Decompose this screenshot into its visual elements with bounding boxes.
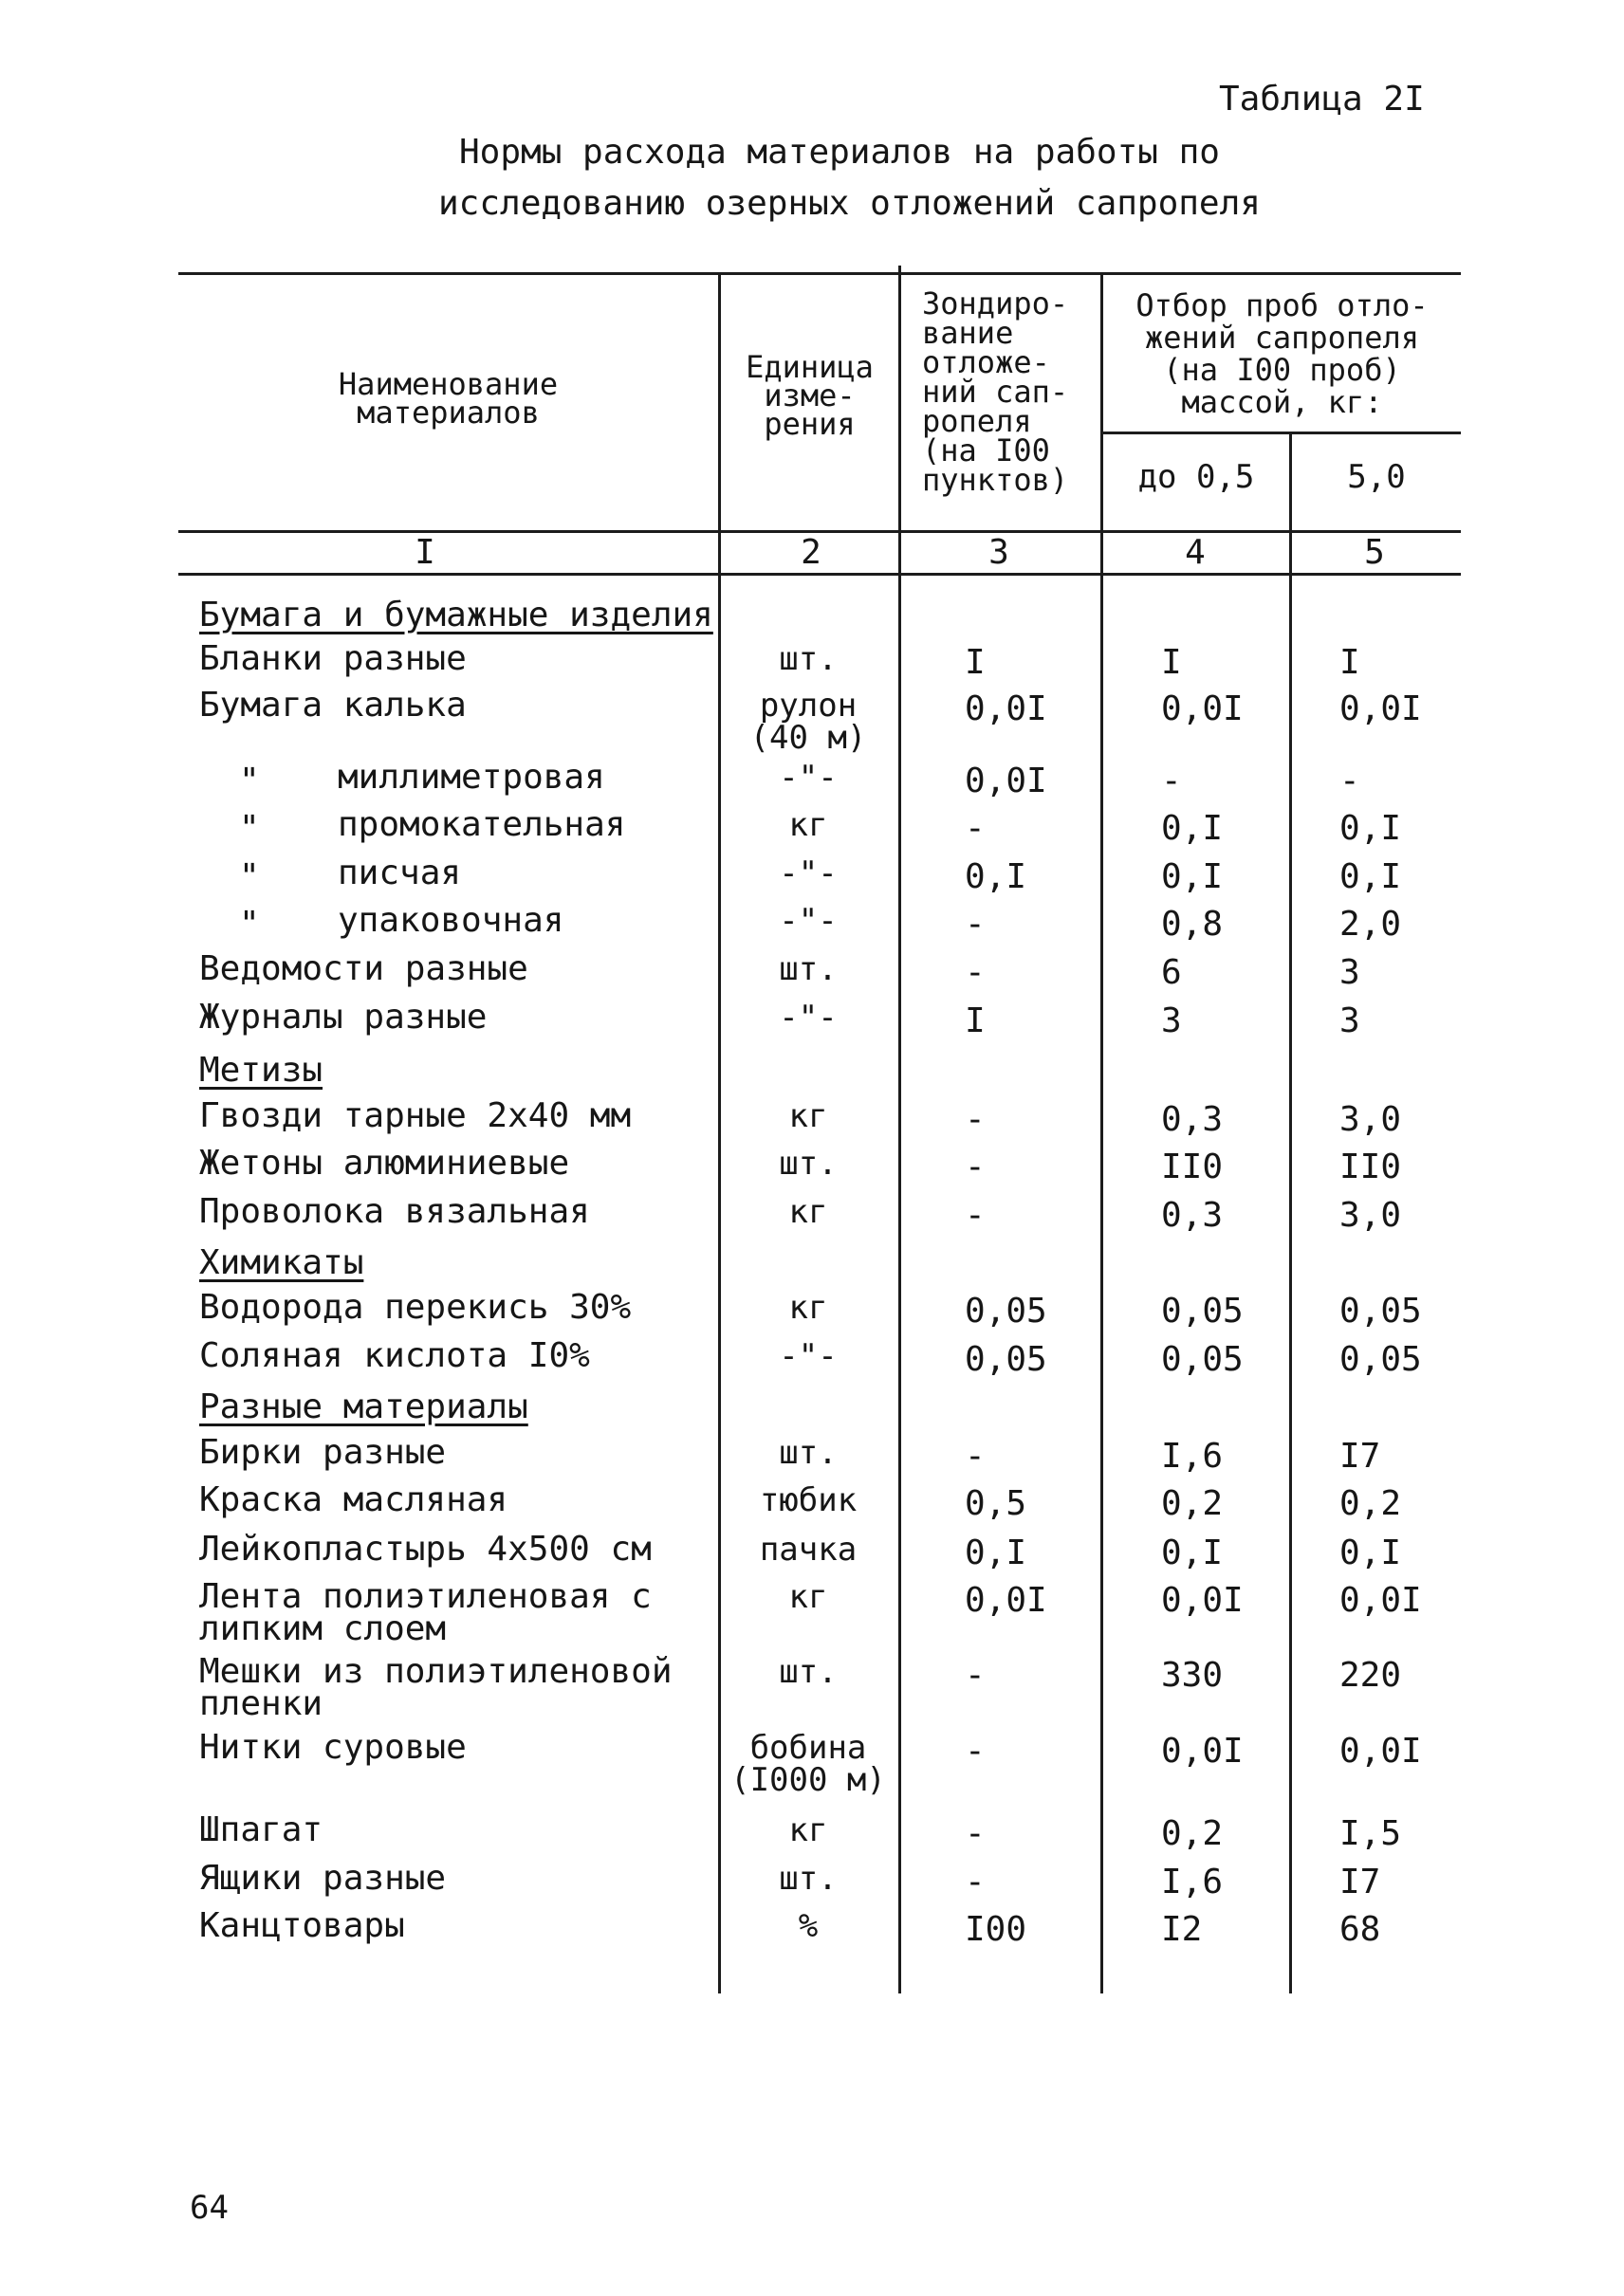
sample-5-0-value: 220 xyxy=(1339,1656,1402,1695)
sample-5-0-value: - xyxy=(1339,762,1360,800)
sample-5-0-value: 68 xyxy=(1339,1910,1381,1949)
header-line: материалов xyxy=(357,395,540,431)
unit-cell: -"- xyxy=(779,999,838,1037)
sample-upto-0-5-value: 0,05 xyxy=(1161,1292,1244,1331)
sample-upto-0-5-value: 6 xyxy=(1161,953,1182,992)
sample-upto-0-5-value: I,6 xyxy=(1161,1863,1224,1901)
group-header-rule xyxy=(1102,432,1461,434)
sample-upto-0-5-value: I2 xyxy=(1161,1910,1203,1949)
material-name: Журналы разные xyxy=(199,998,488,1037)
sample-upto-0-5-value: 0,05 xyxy=(1161,1340,1244,1379)
header-line: жений сапропеля xyxy=(1145,320,1419,356)
unit-cell: шт. xyxy=(779,1653,838,1691)
header-line: (на I00 проб) xyxy=(1163,352,1401,388)
material-name: Бирки разные xyxy=(199,1433,447,1472)
sounding-value: - xyxy=(965,809,986,848)
unit-cell: -"- xyxy=(779,759,838,797)
material-name-continued: пленки xyxy=(199,1684,323,1723)
sample-5-0-value: 0,05 xyxy=(1339,1340,1422,1379)
sample-5-0-value: 0,I xyxy=(1339,809,1402,848)
material-name: Мешки из полиэтиленовой xyxy=(199,1652,673,1691)
unit-cell: -"- xyxy=(779,902,838,940)
sounding-value: 0,05 xyxy=(965,1292,1047,1331)
sounding-value: - xyxy=(965,1100,986,1139)
unit-cell: рулон xyxy=(759,687,858,725)
column-number-2: 2 xyxy=(801,533,821,572)
header-line: Отбор проб отло- xyxy=(1135,287,1429,323)
sounding-value: - xyxy=(965,1437,986,1476)
column-divider-1 xyxy=(718,272,721,1993)
sample-upto-0-5-value: 330 xyxy=(1161,1656,1224,1695)
sample-upto-0-5-value: - xyxy=(1161,762,1182,800)
unit-cell: кг xyxy=(788,1193,828,1231)
header-mass-5-0: 5,0 xyxy=(1347,458,1406,496)
material-name: Проволока вязальная xyxy=(199,1192,590,1231)
header-line: массой, кг: xyxy=(1181,384,1383,420)
material-name: Лента полиэтиленовая с xyxy=(199,1577,652,1616)
sample-5-0-value: 3,0 xyxy=(1339,1196,1402,1235)
sounding-value: - xyxy=(965,1148,986,1186)
sounding-value: - xyxy=(965,1196,986,1235)
sample-5-0-value: 0,0I xyxy=(1339,689,1422,728)
section-heading: Химикаты xyxy=(199,1243,364,1282)
sample-5-0-value: 3 xyxy=(1339,1001,1360,1040)
unit-cell-continued: (I000 м) xyxy=(730,1761,886,1799)
ditto-mark: " xyxy=(239,809,260,848)
table-top-rule xyxy=(178,272,1461,275)
column-divider-3 xyxy=(1100,272,1103,1993)
header-line: изме- xyxy=(764,377,856,413)
unit-cell: -"- xyxy=(779,1337,838,1375)
sample-upto-0-5-value: 0,3 xyxy=(1161,1196,1224,1235)
section-heading: Метизы xyxy=(199,1051,323,1090)
header-unit xyxy=(721,349,898,442)
header-mass-upto-0-5: до 0,5 xyxy=(1137,458,1255,496)
header-sampling-group xyxy=(1103,289,1461,418)
material-name: Бланки разные xyxy=(199,639,467,678)
sounding-value: - xyxy=(965,1732,986,1771)
unit-cell: шт. xyxy=(779,950,838,988)
unit-cell: шт. xyxy=(779,1434,838,1472)
material-name: миллиметровая xyxy=(338,758,605,797)
sample-5-0-value: I xyxy=(1339,643,1360,682)
unit-cell: кг xyxy=(788,1097,828,1135)
header-line: рения xyxy=(764,406,856,442)
column-number-5: 5 xyxy=(1364,533,1385,572)
sample-upto-0-5-value: 0,3 xyxy=(1161,1100,1224,1139)
sample-upto-0-5-value: I xyxy=(1161,643,1182,682)
page-number: 64 xyxy=(190,2189,229,2227)
sounding-value: - xyxy=(965,953,986,992)
unit-cell: шт. xyxy=(779,1860,838,1898)
column-numbers-rule xyxy=(178,573,1461,576)
material-name: Нитки суровые xyxy=(199,1728,467,1767)
material-name: Краска масляная xyxy=(199,1480,508,1519)
unit-cell: тюбик xyxy=(759,1481,858,1519)
sample-5-0-value: 0,I xyxy=(1339,857,1402,896)
sample-5-0-value: I7 xyxy=(1339,1863,1381,1901)
header-line: ропеля xyxy=(922,403,1032,439)
material-name: Шпагат xyxy=(199,1810,323,1849)
sample-upto-0-5-value: 0,0I xyxy=(1161,1732,1244,1771)
material-name: Жетоны алюминиевые xyxy=(199,1144,570,1183)
table-title-line-2: исследованию озерных отложений сапропеля xyxy=(438,184,1261,223)
material-name: промокательная xyxy=(338,805,626,844)
sample-upto-0-5-value: 0,2 xyxy=(1161,1814,1224,1853)
sounding-value: - xyxy=(965,1656,986,1695)
sample-upto-0-5-value: 0,0I xyxy=(1161,689,1244,728)
sounding-value: I xyxy=(965,643,986,682)
material-name: упаковочная xyxy=(338,901,564,940)
sounding-value: 0,I xyxy=(965,1534,1027,1572)
section-heading: Бумага и бумажные изделия xyxy=(199,596,713,634)
sample-5-0-value: 0,0I xyxy=(1339,1581,1422,1620)
sample-5-0-value: 0,05 xyxy=(1339,1292,1422,1331)
sample-upto-0-5-value: 0,0I xyxy=(1161,1581,1244,1620)
material-name: Бумага калька xyxy=(199,686,467,725)
header-line: отложе- xyxy=(922,344,1050,380)
material-name: Лейкопластырь 4х500 см xyxy=(199,1530,652,1569)
header-line: пунктов) xyxy=(922,462,1069,498)
header-line: вание xyxy=(922,315,1014,351)
unit-cell: кг xyxy=(788,1811,828,1849)
sample-5-0-value: 0,2 xyxy=(1339,1484,1402,1523)
unit-cell: шт. xyxy=(779,640,838,678)
sample-5-0-value: 2,0 xyxy=(1339,905,1402,944)
material-name: Ящики разные xyxy=(199,1859,447,1898)
section-heading: Разные материалы xyxy=(199,1387,528,1426)
sample-upto-0-5-value: 0,2 xyxy=(1161,1484,1224,1523)
sample-5-0-value: 0,I xyxy=(1339,1534,1402,1572)
header-line: ний сап- xyxy=(922,374,1069,410)
header-line: Зондиро- xyxy=(922,285,1069,321)
sample-upto-0-5-value: 0,I xyxy=(1161,857,1224,896)
unit-cell: кг xyxy=(788,1289,828,1327)
unit-cell: кг xyxy=(788,806,828,844)
sounding-value: 0,0I xyxy=(965,689,1047,728)
sample-5-0-value: I,5 xyxy=(1339,1814,1402,1853)
sample-5-0-value: 3 xyxy=(1339,953,1360,992)
sample-upto-0-5-value: 3 xyxy=(1161,1001,1182,1040)
sample-upto-0-5-value: 0,I xyxy=(1161,809,1224,848)
unit-cell: бобина xyxy=(749,1729,867,1767)
ditto-mark: " xyxy=(239,905,260,944)
sounding-value: - xyxy=(965,1814,986,1853)
column-number-1: I xyxy=(415,533,435,572)
sample-5-0-value: 0,0I xyxy=(1339,1732,1422,1771)
unit-cell: шт. xyxy=(779,1145,838,1183)
column-number-4: 4 xyxy=(1185,533,1206,572)
material-name: писчая xyxy=(338,854,462,892)
unit-cell: пачка xyxy=(759,1531,858,1569)
sample-5-0-value: 3,0 xyxy=(1339,1100,1402,1139)
sample-upto-0-5-value: I,6 xyxy=(1161,1437,1224,1476)
sounding-value: 0,05 xyxy=(965,1340,1047,1379)
table-title-line-1: Нормы расхода материалов на работы по xyxy=(459,133,1220,172)
sounding-value: - xyxy=(965,905,986,944)
header-sounding xyxy=(901,285,1100,498)
sounding-value: I00 xyxy=(965,1910,1027,1949)
sample-upto-0-5-value: 0,8 xyxy=(1161,905,1224,944)
ditto-mark: " xyxy=(239,857,260,896)
sounding-value: - xyxy=(965,1863,986,1901)
sample-5-0-value: I7 xyxy=(1339,1437,1381,1476)
ditto-mark: " xyxy=(239,762,260,800)
header-line: Наименование xyxy=(338,366,559,402)
material-name: Гвозди тарные 2х40 мм xyxy=(199,1096,632,1135)
material-name: Водорода перекись 30% xyxy=(199,1288,632,1327)
header-material-name xyxy=(178,366,718,431)
sample-upto-0-5-value: 0,I xyxy=(1161,1534,1224,1572)
column-divider-4 xyxy=(1289,433,1292,1993)
sounding-value: 0,5 xyxy=(965,1484,1027,1523)
sounding-value: I xyxy=(965,1001,986,1040)
sounding-value: 0,I xyxy=(965,857,1027,896)
sample-5-0-value: II0 xyxy=(1339,1148,1402,1186)
material-name: Канцтовары xyxy=(199,1906,405,1945)
column-number-3: 3 xyxy=(988,533,1009,572)
unit-cell: -"- xyxy=(779,854,838,892)
material-name: Соляная кислота I0% xyxy=(199,1336,590,1375)
sample-upto-0-5-value: II0 xyxy=(1161,1148,1224,1186)
table-label: Таблица 2I xyxy=(1219,80,1425,119)
sounding-value: 0,0I xyxy=(965,1581,1047,1620)
header-line: (на I00 xyxy=(922,432,1050,468)
unit-cell-continued: (40 м) xyxy=(749,719,867,757)
header-line: Единица xyxy=(746,349,874,385)
material-name-continued: липким слоем xyxy=(199,1609,447,1648)
sounding-value: 0,0I xyxy=(965,762,1047,800)
material-name: Ведомости разные xyxy=(199,949,528,988)
unit-cell: % xyxy=(798,1907,819,1945)
column-divider-2 xyxy=(898,266,901,1993)
unit-cell: кг xyxy=(788,1578,828,1616)
